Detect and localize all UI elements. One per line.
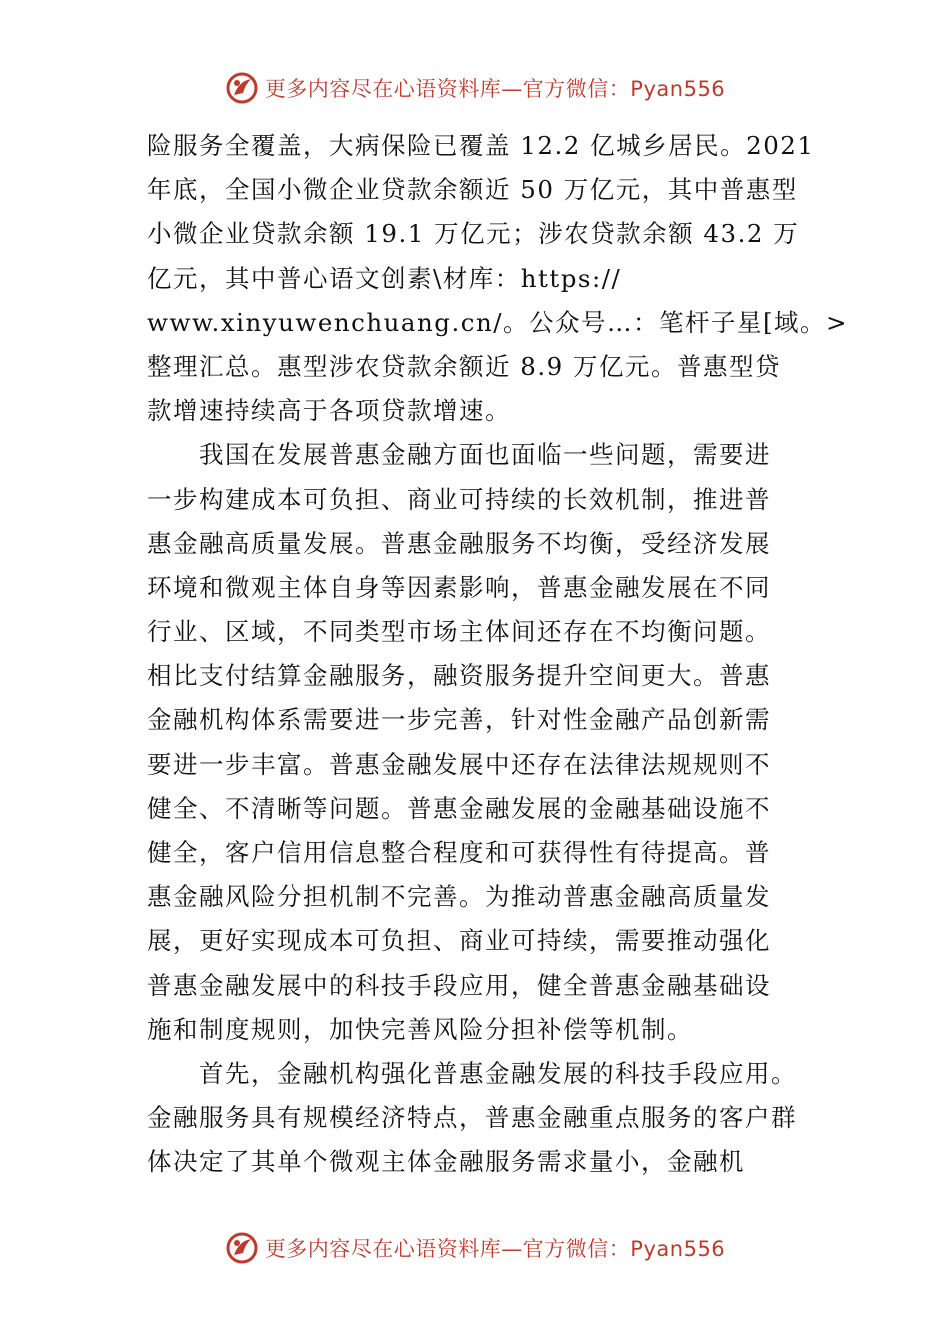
- text-line: 险服务全覆盖，大病保险已覆盖 12.2 亿城乡居民。2021: [147, 131, 815, 160]
- text-line: 惠金融高质量发展。普惠金融服务不均衡，受经济发展: [147, 528, 771, 558]
- footer-banner-text: 更多内容尽在心语资料库—官方微信：Pyan556: [264, 1237, 726, 1261]
- text-line: 年底，全国小微企业贷款余额近 50 万亿元，其中普惠型: [147, 175, 798, 205]
- text-line: www.xinyuwenchuang.cn/。公众号…：笔杆子星[域。>: [147, 307, 849, 337]
- seal-logo-icon: [225, 1231, 259, 1265]
- text-line: 亿元，其中普心语文创素\材库：https://: [147, 263, 622, 293]
- document-body: [147, 124, 849, 1185]
- footer-banner: [0, 1224, 950, 1272]
- header-banner-text: 更多内容尽在心语资料库—官方微信：Pyan556: [264, 77, 726, 101]
- text-line: 环境和微观主体自身等因素影响，普惠金融发展在不同: [147, 572, 771, 602]
- header-banner: [0, 64, 950, 112]
- text-line: 展，更好实现成本可负担、商业可持续，需要推动强化: [147, 926, 771, 956]
- text-line: 一步构建成本可负担、商业可持续的长效机制，推进普: [147, 484, 771, 514]
- text-line: 金融机构体系需要进一步完善，针对性金融产品创新需: [147, 705, 771, 735]
- text-line: 款增速持续高于各项贷款增速。: [147, 396, 511, 426]
- text-line: 施和制度规则，加快完善风险分担补偿等机制。: [147, 1014, 693, 1044]
- seal-logo-icon: [225, 71, 259, 105]
- text-line: 要进一步丰富。普惠金融发展中还存在法律法规规则不: [147, 749, 771, 779]
- text-line: 健全、不清晰等问题。普惠金融发展的金融基础设施不: [147, 793, 771, 823]
- text-line: 金融服务具有规模经济特点，普惠金融重点服务的客户群: [147, 1103, 797, 1133]
- text-line: 相比支付结算金融服务，融资服务提升空间更大。普惠: [147, 661, 771, 691]
- text-line: 惠金融风险分担机制不完善。为推动普惠金融高质量发: [147, 882, 771, 912]
- text-line: 首先，金融机构强化普惠金融发展的科技手段应用。: [199, 1058, 797, 1088]
- text-line: 体决定了其单个微观主体金融服务需求量小，金融机: [147, 1147, 745, 1177]
- text-line: 行业、区域，不同类型市场主体间还存在不均衡问题。: [147, 617, 771, 647]
- text-line: 普惠金融发展中的科技手段应用，健全普惠金融基础设: [147, 970, 771, 1000]
- text-line: 小微企业贷款余额 19.1 万亿元；涉农贷款余额 43.2 万: [147, 219, 800, 249]
- text-line: 我国在发展普惠金融方面也面临一些问题，需要进: [199, 440, 771, 470]
- text-line: 健全，客户信用信息整合程度和可获得性有待提高。普: [147, 838, 771, 867]
- text-line: 整理汇总。惠型涉农贷款余额近 8.9 万亿元。普惠型贷: [147, 351, 782, 381]
